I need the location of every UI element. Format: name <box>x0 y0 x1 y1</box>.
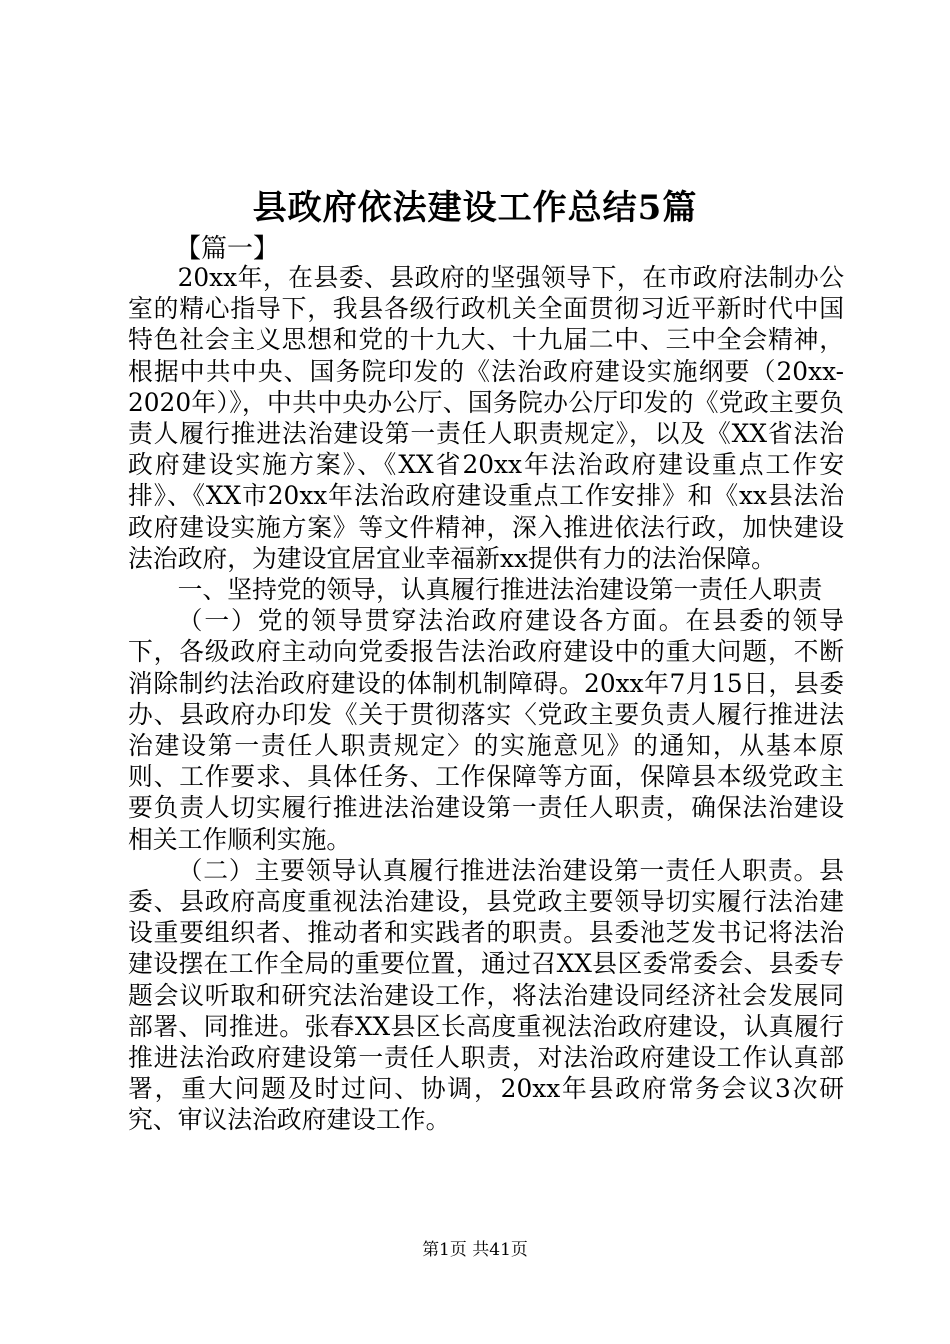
paragraph: （二）主要领导认真履行推进法治建设第一责任人职责。县委、县政府高度重视法治建设，县党政主要领导切实履行法治建设重要组织者、推动者和实践者的职责。县委池芝发书记将法治建设摆在工作全局的重要位置，通过召XX县区委常委会、县委专题会议听取和研究法治建设工作，将法治建设同经济社会发展同部署、同推进。张春XX县区长高度重视法治政府建设，认真履行推进法治政府建设第一责任人职责，对法治政府建设工作认真部署，重大问题及时过问、协调，20xx年县政府常务会议3次研究、审议法治政府建设工作。 <box>128 855 844 1135</box>
page-title: 县政府依法建设工作总结5篇 <box>252 188 698 228</box>
body-text <box>128 262 844 1136</box>
section-heading: 【篇一】 <box>175 234 280 264</box>
section-heading-1: 一、坚持党的领导，认真履行推进法治建设第一责任人职责 <box>177 575 823 605</box>
page-footer: 第1页 共41页 <box>422 1240 528 1260</box>
paragraph: （一）党的领导贯穿法治政府建设各方面。在县委的领导下，各级政府主动向党委报告法治政府建设中的重大问题，不断消除制约法治政府建设的体制机制障碍。20xx年7月15日，县委办、县政府办印发《关于贯彻落实〈党政主要负责人履行推进法治建设第一责任人职责规定〉的实施意见》的通知，从基本原则、工作要求、具体任务、工作保障等方面，保障县本级党政主要负责人切实履行推进法治建设第一责任人职责，确保法治建设相关工作顺利实施。 <box>128 606 844 854</box>
paragraph: 20xx年，在县委、县政府的坚强领导下，在市政府法制办公室的精心指导下，我县各级行政机关全面贯彻习近平新时代中国特色社会主义思想和党的十九大、十九届二中、三中全会精神，根据中共中央、国务院印发的《法治政府建设实施纲要（20xx-2020年）》，中共中央办公厅、国务院办公厅印发的《党政主要负责人履行推进法治建设第一责任人职责规定》，以及《XX省法治政府建设实施方案》、《XX省20xx年法治政府建设重点工作安排》、《XX市20xx年法治政府建设重点工作安排》和《xx县法治政府建设实施方案》等文件精神，深入推进依法行政，加快建设法治政府，为建设宜居宜业幸福新xx提供有力的法治保障。 <box>128 263 845 573</box>
